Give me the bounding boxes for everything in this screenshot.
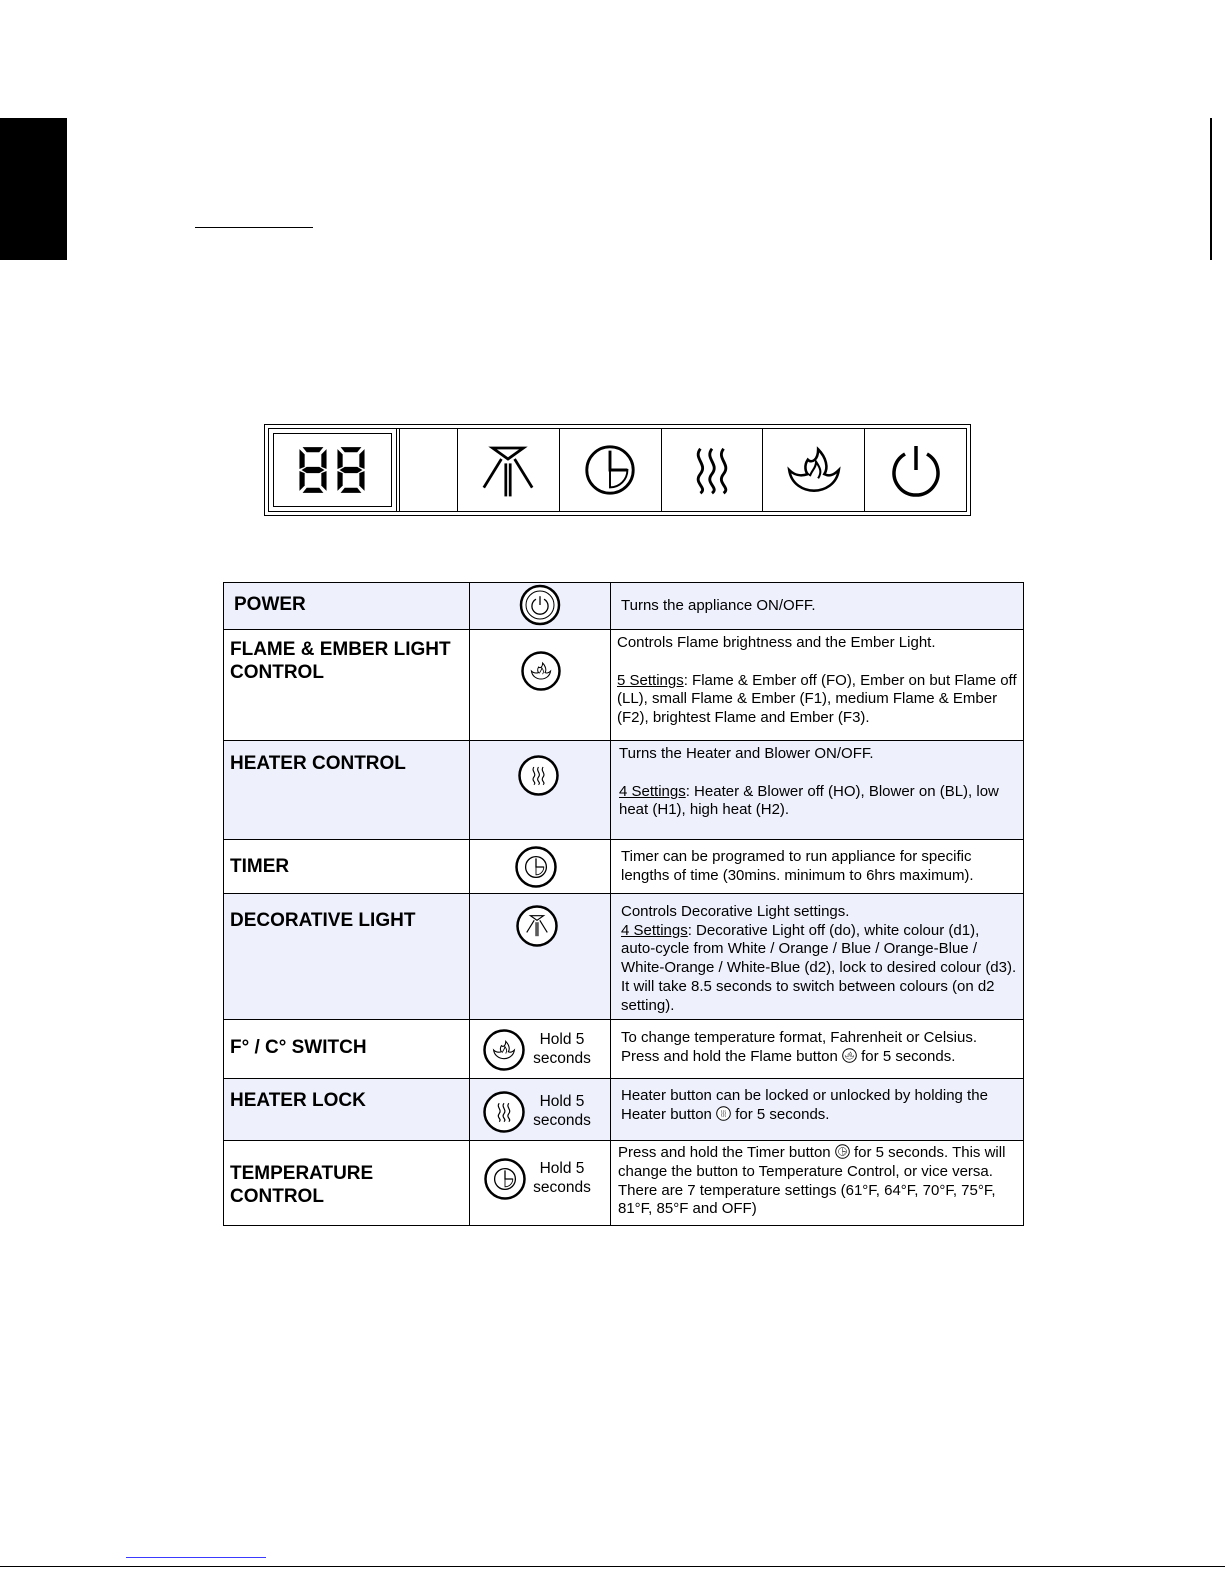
timer-icon bbox=[484, 1158, 526, 1200]
row-label: DECORATIVE LIGHT bbox=[230, 910, 416, 931]
row-label: HEATER CONTROL bbox=[230, 753, 406, 774]
description-part-b: for 5 seconds. bbox=[735, 1105, 830, 1123]
row-label: FLAME & EMBER LIGHT CONTROL bbox=[230, 639, 451, 683]
row-label: TEMPERATURE CONTROL bbox=[230, 1163, 374, 1208]
table-row bbox=[224, 741, 1024, 840]
flame-icon bbox=[483, 1029, 525, 1071]
table-row bbox=[224, 1079, 1024, 1141]
margin-rule bbox=[1210, 118, 1212, 260]
settings-text: : Flame & Ember off (FO), Ember on but Flame off (LL), small Flame & Ember (F1), medium Flame & Ember (F2), brightest Flame and Ember (F3). bbox=[617, 671, 1017, 727]
heater-icon bbox=[483, 1091, 525, 1133]
heater-icon bbox=[518, 755, 559, 796]
row-description: Timer can be programed to run appliance for specific lengths of time (30mins. minimum to 6hrs maximum). bbox=[621, 848, 974, 884]
heater-button[interactable] bbox=[662, 429, 764, 511]
settings-text: : Heater & Blower off (HO), Blower on (BL), low heat (H1), high heat (H2). bbox=[619, 782, 999, 819]
flame-button[interactable] bbox=[763, 429, 865, 511]
row-label: TIMER bbox=[230, 856, 290, 877]
power-icon bbox=[519, 584, 561, 626]
row-description bbox=[611, 1141, 1023, 1223]
settings-label: 4 Settings bbox=[621, 921, 688, 939]
footer-link-underline bbox=[126, 1557, 266, 1558]
settings-label: 4 Settings bbox=[619, 782, 686, 800]
description-part-b: for 5 seconds. bbox=[861, 1047, 956, 1065]
flame-icon bbox=[521, 651, 561, 691]
section-tab bbox=[0, 118, 67, 260]
hold-label: Hold 5 seconds bbox=[533, 1160, 591, 1197]
decorative-light-button[interactable] bbox=[458, 429, 560, 511]
table-row bbox=[224, 630, 1024, 741]
row-description bbox=[611, 1079, 1023, 1128]
hold-label: Hold 5 seconds bbox=[533, 1093, 591, 1130]
table-row bbox=[224, 840, 1024, 894]
controls-table bbox=[223, 582, 1024, 1226]
footer-rule bbox=[0, 1566, 1225, 1567]
settings-label: 5 Settings bbox=[617, 671, 684, 689]
row-description bbox=[611, 1020, 1023, 1070]
table-row bbox=[224, 894, 1024, 1020]
description-part-a: To change temperature format, Fahrenheit or Celsius. Press and hold the Flame button bbox=[621, 1029, 978, 1065]
row-label: POWER bbox=[234, 594, 306, 615]
description-part-b: for 5 seconds. This will change the button to Temperature Control, or vice versa. There are 7 temperature settings (61°F, 64°F, 70°F, 75°F, 81°F, 85°F and OFF) bbox=[618, 1144, 1006, 1218]
hold-label: Hold 5 seconds bbox=[533, 1031, 591, 1068]
flame-icon bbox=[783, 439, 845, 501]
description-part-a: Press and hold the Timer button bbox=[618, 1144, 831, 1162]
heading-underline bbox=[195, 227, 313, 228]
row-label: F° / C° SWITCH bbox=[230, 1037, 367, 1059]
table-row bbox=[224, 583, 1024, 630]
row-description: Turns the Heater and Blower ON/OFF. bbox=[619, 745, 874, 762]
led-display bbox=[269, 429, 397, 511]
timer-icon bbox=[581, 441, 639, 499]
timer-icon bbox=[835, 1144, 850, 1159]
power-icon bbox=[886, 440, 946, 500]
settings-text: : Decorative Light off (do), white colour (d1), auto-cycle from White / Orange / Blue / Orange-Blue / White-Orange / White-Blue (d2), lock to desired colour (d3). It will take 8.5 seconds to switch between colours (on d2 setting). bbox=[621, 921, 1017, 1014]
description-part-a: Heater button can be locked or unlocked by holding the Heater button bbox=[621, 1087, 988, 1123]
blank-panel bbox=[399, 429, 458, 511]
timer-icon bbox=[515, 846, 557, 888]
table-row bbox=[224, 1141, 1024, 1226]
row-label: HEATER LOCK bbox=[230, 1090, 366, 1112]
heater-icon bbox=[683, 439, 741, 501]
row-description: Turns the appliance ON/OFF. bbox=[621, 597, 816, 614]
row-description: Controls Decorative Light settings. bbox=[621, 903, 850, 920]
table-row bbox=[224, 1020, 1024, 1079]
decorative-light-icon bbox=[516, 905, 558, 947]
control-panel bbox=[264, 424, 971, 516]
row-description: Controls Flame brightness and the Ember Light. bbox=[617, 634, 936, 651]
heater-icon bbox=[716, 1106, 731, 1121]
flame-icon bbox=[842, 1048, 857, 1063]
power-button[interactable] bbox=[865, 429, 966, 511]
timer-button[interactable] bbox=[560, 429, 662, 511]
decorative-light-icon bbox=[475, 437, 541, 503]
